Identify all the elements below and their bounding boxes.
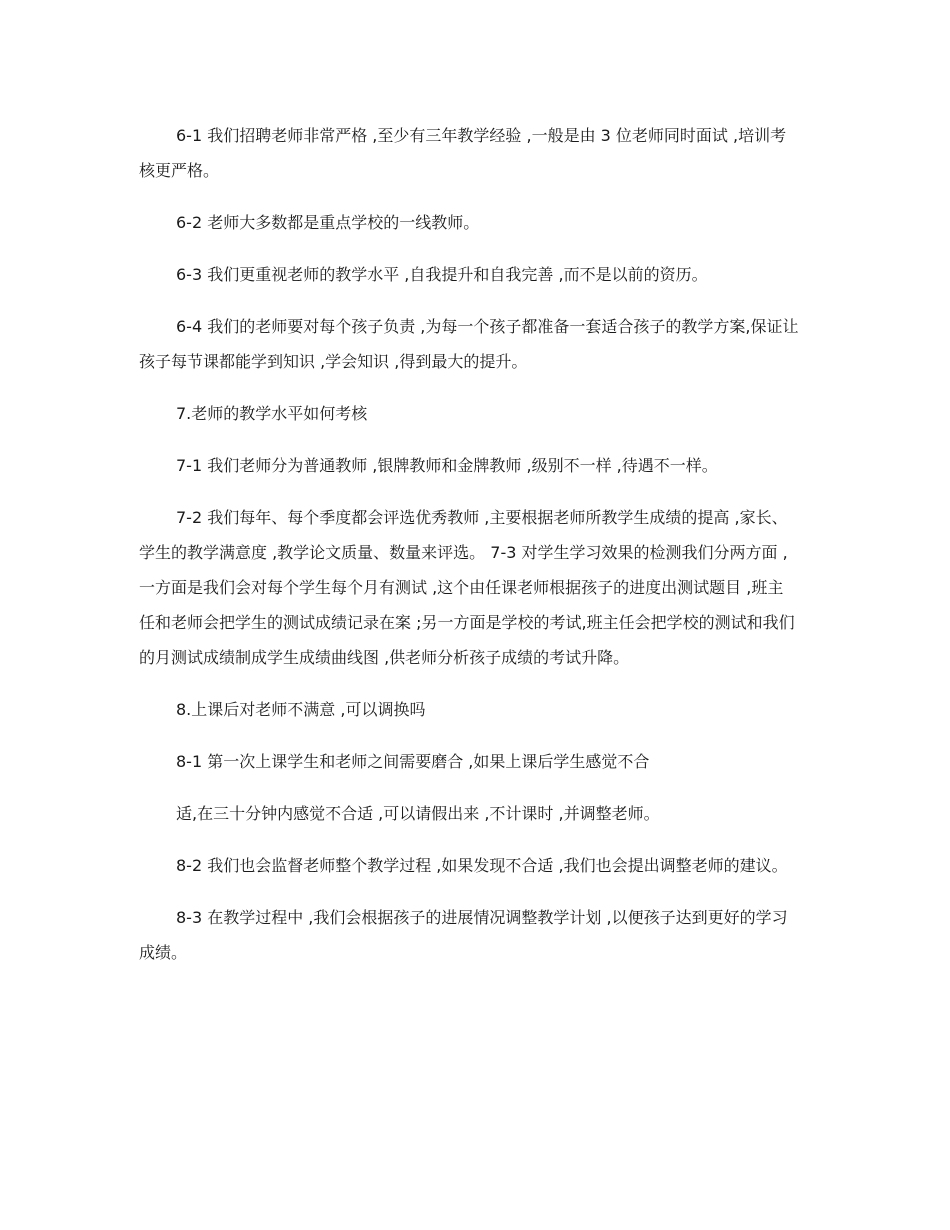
document-body	[139, 118, 799, 987]
section-heading-7: 7.老师的教学水平如何考核	[176, 404, 368, 423]
paragraph-6-4: 6-4 我们的老师要对每个孩子负责 ,为每一个孩子都准备一套适合孩子的教学方案,保证让孩子每节课都能学到知识 ,学会知识 ,得到最大的提升。	[139, 317, 799, 371]
paragraph-6-2: 6-2 老师大多数都是重点学校的一线教师。	[176, 213, 480, 232]
paragraph-8-3: 8-3 在教学过程中 ,我们会根据孩子的进展情况调整教学计划 ,以便孩子达到更好的学习成绩。	[139, 908, 788, 962]
paragraph-6-3: 6-3 我们更重视老师的教学水平 ,自我提升和自我完善 ,而不是以前的资历。	[176, 265, 708, 284]
paragraph-8-1-continued: 适,在三十分钟内感觉不合适 ,可以请假出来 ,不计课时 ,并调整老师。	[176, 804, 660, 823]
paragraph-8-2: 8-2 我们也会监督老师整个教学过程 ,如果发现不合适 ,我们也会提出调整老师的建议。	[176, 856, 788, 875]
paragraph-8-1: 8-1 第一次上课学生和老师之间需要磨合 ,如果上课后学生感觉不合	[176, 752, 650, 771]
paragraph-7-1: 7-1 我们老师分为普通教师 ,银牌教师和金牌教师 ,级别不一样 ,待遇不一样。	[176, 456, 718, 475]
paragraph-6-1: 6-1 我们招聘老师非常严格 ,至少有三年教学经验 ,一般是由 3 位老师同时面试 ,培训考核更严格。	[139, 126, 787, 180]
section-heading-8: 8.上课后对老师不满意 ,可以调换吗	[176, 700, 426, 719]
paragraph-7-2: 7-2 我们每年、每个季度都会评选优秀教师 ,主要根据老师所教学生成绩的提高 ,家长、学生的教学满意度 ,教学论文质量、数量来评选。 7-3 对学生学习效果的检测我们分两方面 ,一方面是我们会对每个学生每个月有测试 ,这个由任课老师根据孩子的进度出测试题目 ,班主任和老师会把学生的测试成绩记录在案 ;另一方面是学校的考试,班主任会把学校的测试和我们的月测试成绩制成学生成绩曲线图 ,供老师分析孩子成绩的考试升降。	[139, 508, 795, 667]
